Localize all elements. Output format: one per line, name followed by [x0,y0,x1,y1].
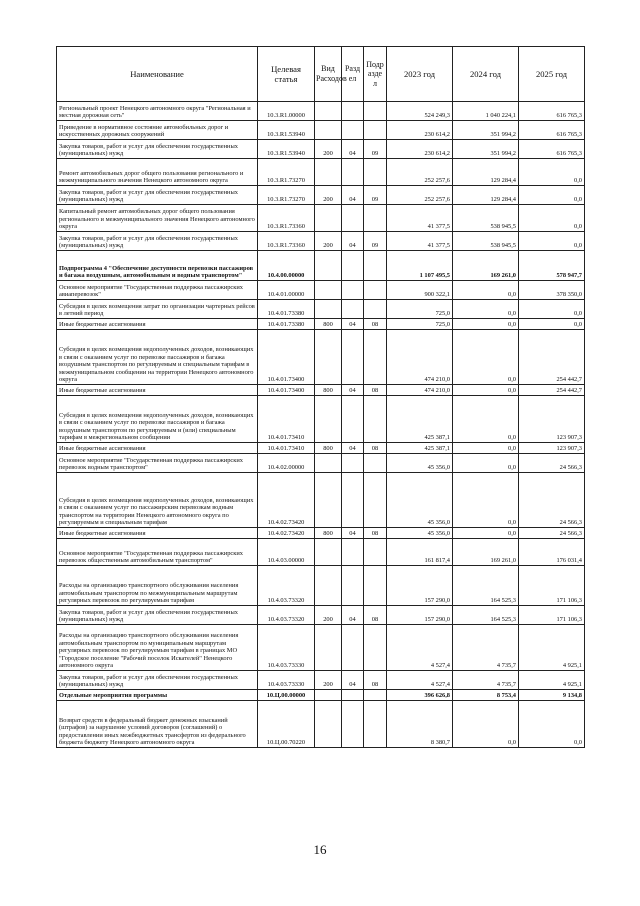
row-razd-cell: 04 [342,606,364,625]
table-row [57,330,585,385]
row-code-cell: 10.4.01.00000 [258,281,315,300]
row-2023-cell: 230 614,2 [387,140,453,159]
row-2025-cell: 254 442,7 [519,385,585,396]
table-row [57,281,585,300]
row-vid-cell [315,539,342,566]
row-2023-cell: 252 257,6 [387,186,453,205]
row-name-cell: Закупка товаров, работ и услуг для обеспечения государственных (муниципальных) нужд [57,140,258,159]
row-podr-cell [364,473,387,528]
row-vid-cell [315,690,342,701]
row-code-cell: 10.4.03.73320 [258,606,315,625]
row-2025-cell: 4 925,1 [519,671,585,690]
row-2024-cell: 164 525,3 [453,606,519,625]
row-code-cell: 10.4.02.73420 [258,528,315,539]
row-code-cell: 10.3.R1.73270 [258,186,315,205]
row-podr-cell [364,205,387,232]
row-2025-cell: 0,0 [519,701,585,748]
row-podr-cell: 08 [364,528,387,539]
row-podr-cell [364,625,387,671]
row-2024-cell: 169 261,0 [453,539,519,566]
row-podr-cell [364,281,387,300]
row-2025-cell: 578 947,7 [519,251,585,281]
row-2023-cell: 900 322,1 [387,281,453,300]
row-vid-cell [315,473,342,528]
row-podr-cell [364,159,387,186]
row-2023-cell: 725,0 [387,300,453,319]
row-podr-cell [364,300,387,319]
row-podr-cell: 09 [364,232,387,251]
row-2024-cell: 0,0 [453,300,519,319]
row-razd-cell [342,566,364,606]
table-row [57,396,585,443]
row-2024-cell: 0,0 [453,385,519,396]
row-vid-cell: 200 [315,186,342,205]
row-2023-cell: 157 290,0 [387,566,453,606]
row-razd-cell [342,625,364,671]
row-name-cell: Закупка товаров, работ и услуг для обеспечения государственных (муниципальных) нужд [57,606,258,625]
row-2025-cell: 616 765,3 [519,102,585,121]
row-2024-cell: 0,0 [453,473,519,528]
row-razd-cell: 04 [342,140,364,159]
row-2023-cell: 252 257,6 [387,159,453,186]
row-2023-cell: 8 380,7 [387,701,453,748]
row-code-cell: 10.4.01.73410 [258,396,315,443]
table-row [57,319,585,330]
row-2024-cell: 0,0 [453,319,519,330]
row-razd-cell [342,396,364,443]
budget-table [56,46,585,748]
row-2023-cell: 230 614,2 [387,121,453,140]
row-razd-cell [342,539,364,566]
row-name-cell: Закупка товаров, работ и услуг для обеспечения государственных (муниципальных) нужд [57,232,258,251]
row-2024-cell: 0,0 [453,281,519,300]
row-podr-cell: 08 [364,606,387,625]
row-name-cell: Подпрограмма 4 "Обеспечение доступности перевозки пассажиров и багажа воздушным, автомобильным и водным транспортом" [57,251,258,281]
row-2024-cell: 351 994,2 [453,140,519,159]
row-2025-cell: 24 566,3 [519,528,585,539]
row-name-cell: Субсидия в целях возмещения недополученных доходов, возникающих в связи с оказанием услуг по пассажирским перевозкам водным транспортом на территории Ненецкого автономного округа по регулируемым и специальным тарифам [57,473,258,528]
row-code-cell: 10.3.R1.00000 [258,102,315,121]
row-razd-cell [342,454,364,473]
row-name-cell: Закупка товаров, работ и услуг для обеспечения государственных (муниципальных) нужд [57,671,258,690]
row-code-cell: 10.4.03.73330 [258,671,315,690]
row-code-cell: 10.4.03.73320 [258,566,315,606]
table-row [57,140,585,159]
row-vid-cell [315,330,342,385]
row-razd-cell [342,701,364,748]
row-razd-cell [342,690,364,701]
header-target: Целевая статья [258,47,315,102]
row-2024-cell: 164 525,3 [453,566,519,606]
row-2024-cell: 8 753,4 [453,690,519,701]
row-podr-cell: 08 [364,385,387,396]
row-razd-cell [342,281,364,300]
header-2023: 2023 год [387,47,453,102]
row-2025-cell: 0,0 [519,300,585,319]
row-code-cell: 10.Ц.00.70220 [258,701,315,748]
row-2025-cell: 378 350,0 [519,281,585,300]
row-vid-cell: 200 [315,232,342,251]
row-2024-cell: 0,0 [453,443,519,454]
table-row [57,121,585,140]
row-vid-cell: 200 [315,140,342,159]
table-row [57,232,585,251]
row-podr-cell [364,396,387,443]
row-code-cell: 10.4.01.73380 [258,319,315,330]
table-row [57,473,585,528]
row-vid-cell [315,159,342,186]
row-name-cell: Основное мероприятие "Государственная поддержка пассажирских перевозок общественным автомобильным транспортом" [57,539,258,566]
budget-table-sheet [56,46,584,748]
row-vid-cell: 200 [315,671,342,690]
row-podr-cell: 08 [364,443,387,454]
row-2024-cell: 169 261,0 [453,251,519,281]
row-2025-cell: 9 134,8 [519,690,585,701]
row-name-cell: Субсидия в целях возмещения недополученных доходов, возникающих в связи с оказанием услуг по перевозке пассажиров и багажа воздушным транспортом по регулируемым и (или) специальным тарифам в межрегиональном сообщении [57,396,258,443]
row-vid-cell: 200 [315,606,342,625]
row-2024-cell: 4 735,7 [453,625,519,671]
row-code-cell: 10.3.R1.53940 [258,121,315,140]
table-row [57,385,585,396]
row-razd-cell: 04 [342,443,364,454]
row-razd-cell [342,159,364,186]
row-2025-cell: 123 907,3 [519,396,585,443]
row-code-cell: 10.4.01.73410 [258,443,315,454]
row-razd-cell: 04 [342,385,364,396]
row-podr-cell: 09 [364,186,387,205]
row-code-cell: 10.4.01.73380 [258,300,315,319]
row-code-cell: 10.3.R1.73360 [258,232,315,251]
row-podr-cell: 08 [364,671,387,690]
row-name-cell: Иные бюджетные ассигнования [57,528,258,539]
row-2025-cell: 616 765,3 [519,140,585,159]
row-name-cell: Закупка товаров, работ и услуг для обеспечения государственных (муниципальных) нужд [57,186,258,205]
row-2023-cell: 4 527,4 [387,671,453,690]
row-2023-cell: 4 527,4 [387,625,453,671]
table-row [57,186,585,205]
row-2024-cell: 351 994,2 [453,121,519,140]
row-vid-cell [315,454,342,473]
row-podr-cell [364,566,387,606]
row-2025-cell: 123 907,3 [519,443,585,454]
row-2024-cell: 4 735,7 [453,671,519,690]
row-name-cell: Региональный проект Ненецкого автономного округа "Региональная и местная дорожная сеть" [57,102,258,121]
row-razd-cell [342,121,364,140]
row-code-cell: 10.4.03.00000 [258,539,315,566]
table-row [57,625,585,671]
row-2023-cell: 425 387,1 [387,443,453,454]
row-2025-cell: 24 566,3 [519,454,585,473]
row-name-cell: Возврат средств в федеральный бюджет денежных взысканий (штрафов) за нарушение условий договоров (соглашений) о предоставлении иных межбюджетных трансфертов из федерального бюджета бюджету Ненецкого автономного округа [57,701,258,748]
row-2023-cell: 1 107 495,5 [387,251,453,281]
row-name-cell: Капитальный ремонт автомобильных дорог общего пользования регионального и межмуниципального значения Ненецкого автономного округа [57,205,258,232]
row-2023-cell: 41 377,5 [387,205,453,232]
row-2023-cell: 161 817,4 [387,539,453,566]
row-name-cell: Расходы на организацию транспортного обслуживания населения автомобильным транспортом по муниципальным маршрутам регулярных перевозок по регулируемым тарифам в границах МО "Городское поселение "Рабочий поселок Искателей" Ненецкого автономного округа [57,625,258,671]
row-vid-cell: 800 [315,528,342,539]
table-row [57,539,585,566]
table-row [57,454,585,473]
row-2025-cell: 4 925,1 [519,625,585,671]
row-razd-cell [342,205,364,232]
row-2023-cell: 45 356,0 [387,454,453,473]
row-name-cell: Иные бюджетные ассигнования [57,385,258,396]
row-2023-cell: 41 377,5 [387,232,453,251]
row-name-cell: Отдельные мероприятия программы [57,690,258,701]
row-razd-cell: 04 [342,232,364,251]
row-2025-cell: 171 106,3 [519,606,585,625]
row-podr-cell [364,454,387,473]
row-name-cell: Субсидия в целях возмещения недополученных доходов, возникающих в связи с оказанием услуг по перевозке пассажиров и багажа воздушным транспортом по регулируемым и специальным тарифам в межмуниципальном сообщении на территории Ненецкого автономного округа [57,330,258,385]
row-2023-cell: 157 290,0 [387,606,453,625]
row-2025-cell: 616 765,3 [519,121,585,140]
row-name-cell: Иные бюджетные ассигнования [57,319,258,330]
row-vid-cell [315,121,342,140]
row-vid-cell [315,566,342,606]
row-name-cell: Иные бюджетные ассигнования [57,443,258,454]
header-razd: Разд ел [342,47,364,102]
row-razd-cell: 04 [342,528,364,539]
row-code-cell: 10.4.02.73420 [258,473,315,528]
row-vid-cell [315,396,342,443]
row-2024-cell: 0,0 [453,701,519,748]
header-podr: Подр азде л [364,47,387,102]
row-podr-cell [364,690,387,701]
row-vid-cell [315,251,342,281]
row-vid-cell [315,281,342,300]
row-vid-cell [315,102,342,121]
row-podr-cell [364,121,387,140]
row-razd-cell: 04 [342,186,364,205]
row-razd-cell [342,330,364,385]
row-podr-cell: 09 [364,140,387,159]
row-2023-cell: 45 356,0 [387,473,453,528]
row-2025-cell: 0,0 [519,186,585,205]
header-name: Наименование [57,47,258,102]
row-2024-cell: 0,0 [453,528,519,539]
row-code-cell: 10.4.01.73400 [258,385,315,396]
row-2023-cell: 474 210,0 [387,330,453,385]
row-podr-cell [364,539,387,566]
row-code-cell: 10.4.00.00000 [258,251,315,281]
row-razd-cell [342,102,364,121]
table-row [57,690,585,701]
row-2024-cell: 538 945,5 [453,232,519,251]
table-body [57,102,585,748]
row-razd-cell [342,300,364,319]
table-header-row [57,47,585,102]
row-2025-cell: 24 566,3 [519,473,585,528]
row-2023-cell: 725,0 [387,319,453,330]
row-vid-cell [315,625,342,671]
row-name-cell: Расходы на организацию транспортного обслуживания населения автомобильным транспортом по межмуниципальным маршрутам регулярных перевозок по регулируемым тарифам [57,566,258,606]
row-2025-cell: 176 031,4 [519,539,585,566]
row-code-cell: 10.3.R1.53940 [258,140,315,159]
table-row [57,606,585,625]
header-vid: Вид Расходов [315,47,342,102]
row-vid-cell: 800 [315,385,342,396]
row-2023-cell: 524 249,3 [387,102,453,121]
row-vid-cell: 800 [315,319,342,330]
row-vid-cell [315,701,342,748]
row-code-cell: 10.4.02.00000 [258,454,315,473]
row-code-cell: 10.3.R1.73360 [258,205,315,232]
row-2024-cell: 1 040 224,1 [453,102,519,121]
row-vid-cell: 800 [315,443,342,454]
row-name-cell: Основное мероприятие "Государственная поддержка пассажирских авиаперевозок" [57,281,258,300]
row-2024-cell: 0,0 [453,330,519,385]
row-2025-cell: 171 106,3 [519,566,585,606]
row-2024-cell: 129 284,4 [453,159,519,186]
table-row [57,671,585,690]
row-2025-cell: 0,0 [519,159,585,186]
row-razd-cell: 04 [342,319,364,330]
row-vid-cell [315,205,342,232]
row-name-cell: Приведение в нормативное состояние автомобильных дорог и искусственных дорожных сооружений [57,121,258,140]
row-2024-cell: 0,0 [453,396,519,443]
row-name-cell: Субсидия в целях возмещения затрат по организации чартерных рейсов в летний период [57,300,258,319]
row-vid-cell [315,300,342,319]
table-row [57,443,585,454]
table-row [57,701,585,748]
table-row [57,300,585,319]
header-2025: 2025 год [519,47,585,102]
header-2024: 2024 год [453,47,519,102]
table-row [57,102,585,121]
row-podr-cell [364,251,387,281]
row-2024-cell: 0,0 [453,454,519,473]
row-2023-cell: 45 356,0 [387,528,453,539]
row-2024-cell: 538 945,5 [453,205,519,232]
row-code-cell: 10.4.01.73400 [258,330,315,385]
table-row [57,566,585,606]
row-2024-cell: 129 284,4 [453,186,519,205]
row-code-cell: 10.4.03.73330 [258,625,315,671]
row-2023-cell: 474 210,0 [387,385,453,396]
row-2025-cell: 0,0 [519,319,585,330]
row-name-cell: Основное мероприятие "Государственная поддержка пассажирских перевозок водным транспортом" [57,454,258,473]
row-2023-cell: 425 387,1 [387,396,453,443]
row-2025-cell: 0,0 [519,232,585,251]
table-row [57,528,585,539]
table-row [57,159,585,186]
row-razd-cell [342,251,364,281]
row-podr-cell: 08 [364,319,387,330]
row-2025-cell: 254 442,7 [519,330,585,385]
row-name-cell: Ремонт автомобильных дорог общего пользования регионального и межмуниципального значения Ненецкого автономного округа [57,159,258,186]
page-number: 16 [313,842,327,857]
row-podr-cell [364,701,387,748]
row-razd-cell [342,473,364,528]
row-2025-cell: 0,0 [519,205,585,232]
table-row [57,205,585,232]
table-row [57,251,585,281]
row-code-cell: 10.3.R1.73270 [258,159,315,186]
row-2023-cell: 396 626,8 [387,690,453,701]
row-razd-cell: 04 [342,671,364,690]
row-podr-cell [364,102,387,121]
row-podr-cell [364,330,387,385]
row-code-cell: 10.Ц.00.00000 [258,690,315,701]
